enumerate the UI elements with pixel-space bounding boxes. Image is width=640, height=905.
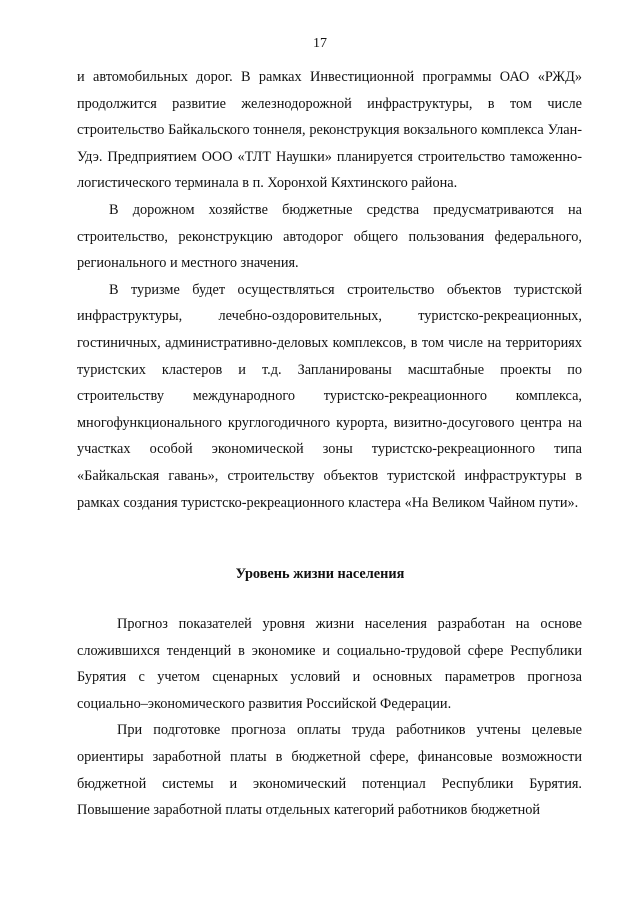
paragraph-roads-railway: и автомобильных дорог. В рамках Инвестиционной программы ОАО «РЖД» продолжится развитие железнодорожной инфраструктуры, в том числе строительство Байкальского тоннеля, реконструкция вокзального комплекса Улан-Удэ. Предприятием ООО «ТЛТ Наушки» планируется строительство таможенно-логистического терминала в п. Хоронхой Кяхтинского района. [77, 69, 582, 192]
paragraph-wages: При подготовке прогноза оплаты труда работников учтены целевые ориентиры заработной платы в бюджетной сфере, финансовые возможности бюджетной системы и экономический потенциал Республики Бурятия. Повышение заработной платы отдельных категорий работников бюджетной [77, 722, 582, 819]
section-living-standards [77, 611, 582, 824]
paragraph-road-funding: В дорожном хозяйстве бюджетные средства предусматриваются на строительство, реконструкцию автодорог общего пользования федерального, регионального и местного значения. [77, 201, 582, 272]
section-heading: Уровень жизни населения [235, 566, 405, 582]
paragraph-tourism: В туризме будет осуществляться строительство объектов туристской инфраструктуры, лечебно-оздоровительных, туристско-рекреационных, гостиничных, административно-деловых комплексов, в том числе на территориях туристских кластеров и т.д. Запланированы масштабные проекты по строительству международного туристско-рекреационного комплекса, многофункционального круглогодичного курорта, визитно-досугового центра на участках особой экономической зоны туристско-рекреационного типа «Байкальская гавань», строительству объектов туристской инфраструктуры в рамках создания туристско-рекреационного кластера «На Великом Чайном пути». [77, 281, 582, 511]
section-infrastructure [77, 64, 582, 516]
paragraph-forecast: Прогноз показателей уровня жизни населения разработан на основе сложившихся тенденций в экономике и социально-трудовой сфере Республики Бурятия с учетом сценарных условий и основных параметров прогноза социально–экономического развития Российской Федерации. [77, 616, 582, 712]
page-number: 17 [313, 36, 327, 51]
